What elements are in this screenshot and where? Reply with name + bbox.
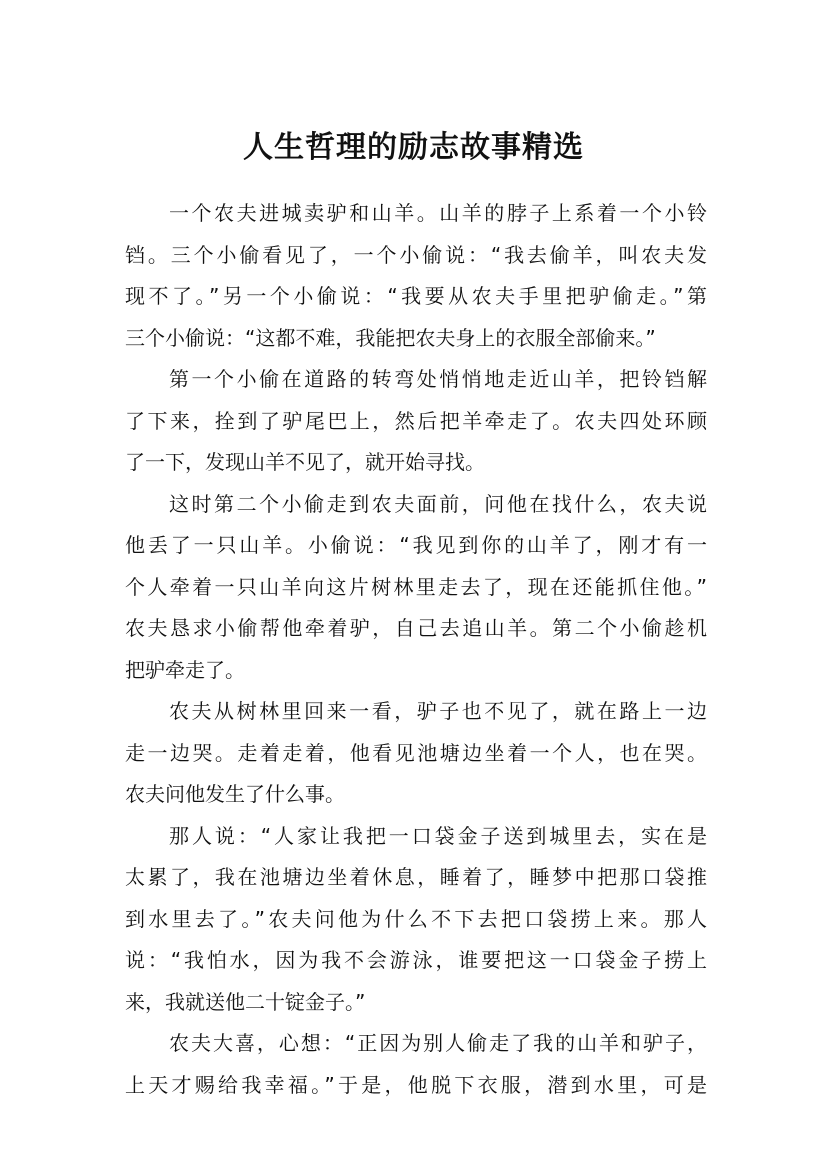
text-line: 三个小偷说：“这都不难，我能把农夫身上的衣服全部偷来。”	[125, 325, 656, 350]
paragraph	[125, 816, 707, 1024]
text-line: 了下来，拴到了驴尾巴上，然后把羊牵走了。农夫四处环顾	[125, 408, 707, 433]
paragraph	[125, 691, 707, 816]
paragraph	[125, 193, 707, 359]
paragraph	[125, 1023, 707, 1106]
text-line: 第一个小偷在道路的转弯处悄悄地走近山羊，把铃铛解	[169, 367, 707, 391]
text-line: 农夫从树林里回来一看，驴子也不见了，就在路上一边	[169, 699, 707, 723]
paragraph	[125, 359, 707, 484]
text-line: 来，我就送他二十锭金子。”	[125, 989, 366, 1014]
text-line: 这时第二个小偷走到农夫面前，问他在找什么，农夫说	[169, 491, 707, 516]
text-line: 现不了。”另一个小偷说：“我要从农夫手里把驴偷走。”第	[125, 284, 707, 308]
text-line: 农夫问他发生了什么事。	[125, 782, 345, 806]
text-line: 铛。三个小偷看见了，一个小偷说：“我去偷羊，叫农夫发	[125, 242, 707, 267]
text-line: 说：“我怕水，因为我不会游泳，谁要把这一口袋金子捞上	[125, 948, 707, 972]
text-line: 到水里去了。”农夫问他为什么不下去把口袋捞上来。那人	[125, 906, 707, 931]
text-line: 了一下，发现山羊不见了，就开始寻找。	[125, 450, 485, 474]
paragraph	[125, 484, 707, 692]
document-body	[125, 193, 707, 1106]
text-line: 他丢了一只山羊。小偷说：“我见到你的山羊了，刚才有一	[125, 533, 707, 557]
text-line: 那人说：“人家让我把一口袋金子送到城里去，实在是	[169, 823, 707, 848]
document-title: 人生哲理的励志故事精选	[243, 130, 584, 166]
text-line: 把驴牵走了。	[125, 657, 245, 682]
text-line: 一个农夫进城卖驴和山羊。山羊的脖子上系着一个小铃	[169, 201, 707, 225]
text-line: 走一边哭。走着走着，他看见池塘边坐着一个人，也在哭。	[125, 740, 707, 765]
text-line: 农夫恳求小偷帮他牵着驴，自己去追山羊。第二个小偷趁机	[125, 616, 707, 640]
text-line: 农夫大喜，心想：“正因为别人偷走了我的山羊和驴子，	[169, 1031, 707, 1055]
text-line: 个人牵着一只山羊向这片树林里走去了，现在还能抓住他。”	[125, 574, 707, 599]
text-line: 太累了，我在池塘边坐着休息，睡着了，睡梦中把那口袋推	[125, 865, 707, 889]
text-line: 上天才赐给我幸福。”于是，他脱下衣服，潜到水里，可是	[125, 1072, 707, 1097]
